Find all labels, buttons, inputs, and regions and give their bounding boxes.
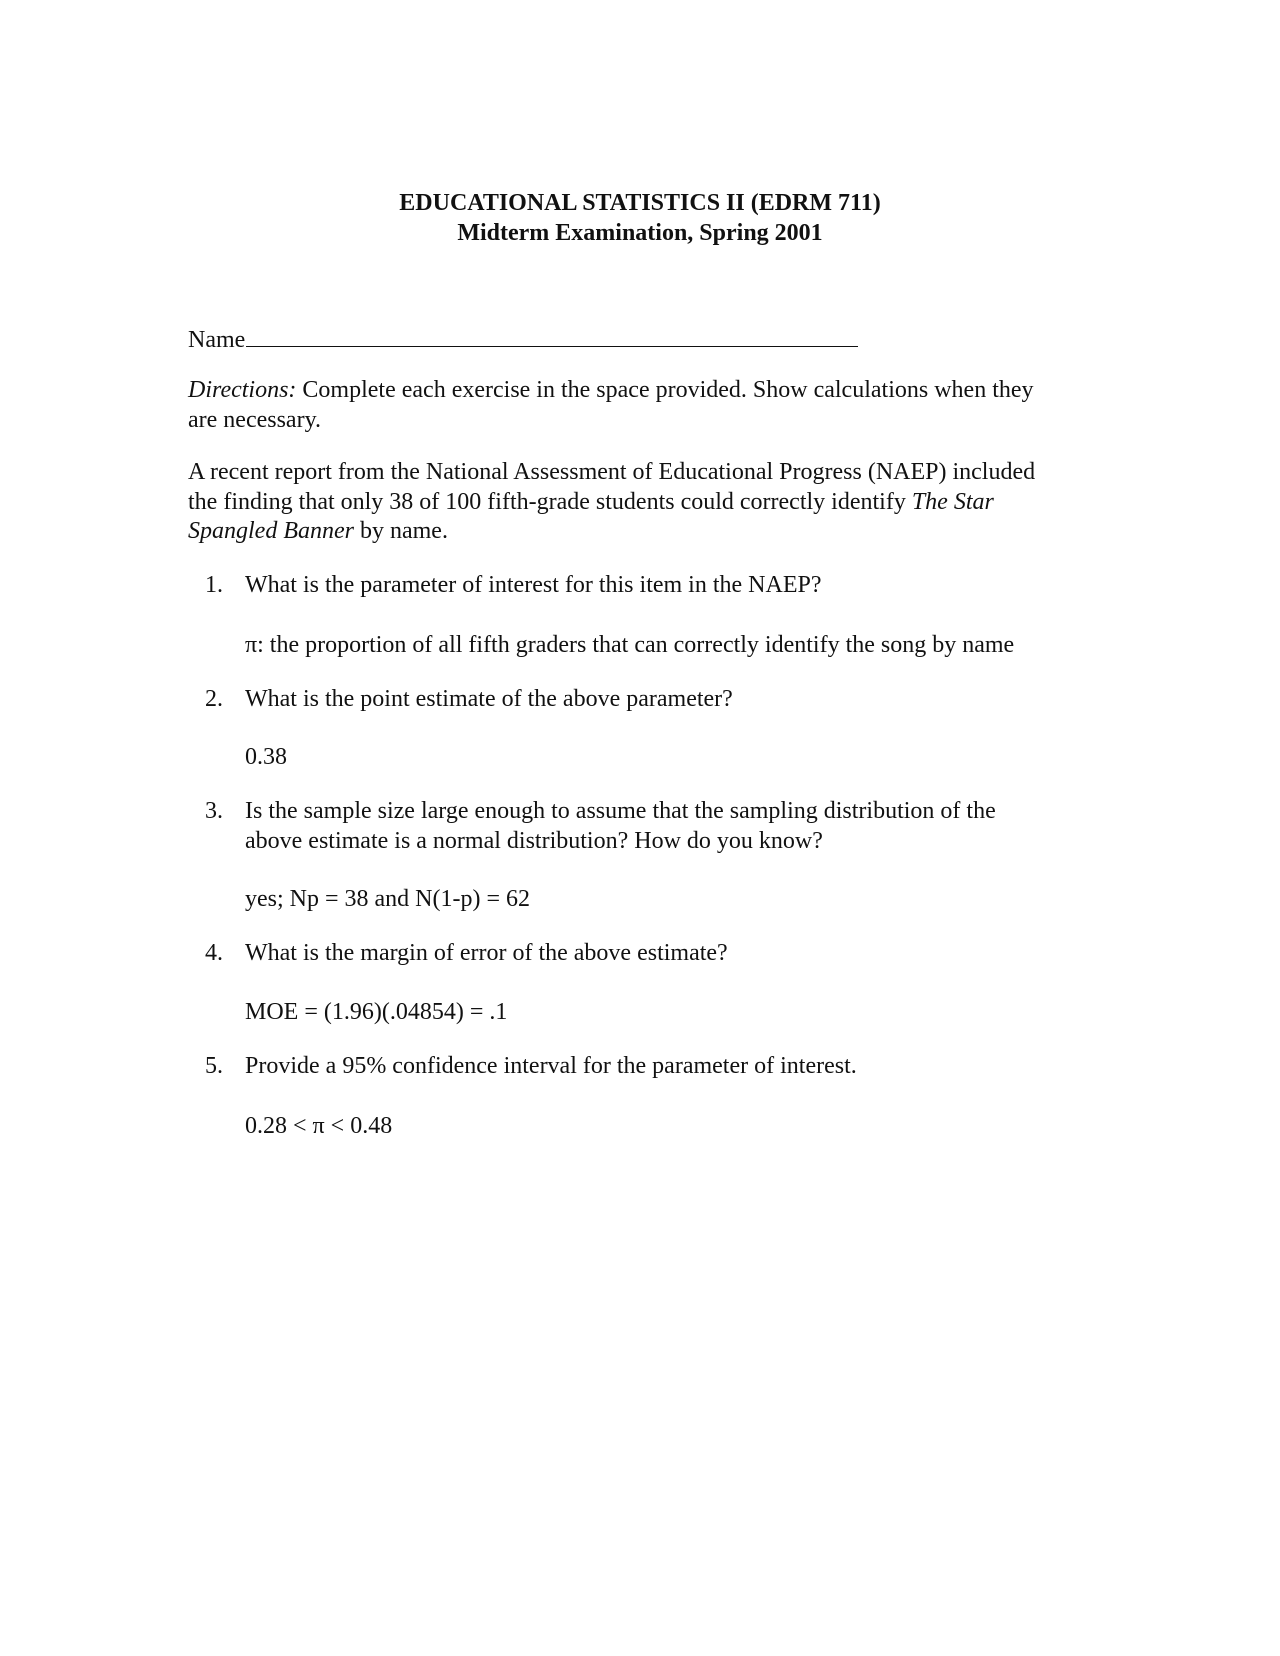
answer-4: MOE = (1.96)(.04854) = .1 (245, 999, 508, 1025)
answer-5: 0.28 < π < 0.48 (245, 1113, 393, 1139)
answer-1: π: the proportion of all fifth graders that can correctly identify the song by name (245, 632, 1015, 658)
directions-label: Directions: (188, 377, 297, 403)
intro-line-3-text: by name. (359, 518, 448, 544)
question-3-text-line-2: above estimate is a normal distribution? How do you know? (245, 828, 823, 854)
question-number: 1. (205, 572, 223, 598)
question-5-text: Provide a 95% confidence interval for the parameter of interest. (245, 1053, 857, 1079)
name-field (188, 324, 858, 355)
name-blank-line (246, 324, 858, 347)
question-number: 4. (205, 940, 223, 966)
intro-line-2-text: the finding that only 38 of 100 fifth-grade students could correctly identify (188, 489, 906, 515)
song-title-part-2: Spangled Banner (188, 518, 354, 544)
exam-subtitle: Midterm Examination, Spring 2001 (457, 220, 823, 246)
directions-line-2: are necessary. (188, 407, 322, 433)
intro-line-3 (188, 516, 448, 546)
answer-3: yes; Np = 38 and N(1-p) = 62 (245, 886, 531, 912)
question-4-text: What is the margin of error of the above estimate? (245, 940, 728, 966)
directions-line-1 (188, 375, 1034, 405)
question-number: 3. (205, 798, 223, 824)
song-title-part-1: The Star (911, 489, 994, 515)
question-1-text: What is the parameter of interest for this item in the NAEP? (245, 572, 822, 598)
question-number: 5. (205, 1053, 223, 1079)
name-label: Name (188, 327, 246, 353)
question-2-text: What is the point estimate of the above parameter? (245, 686, 733, 712)
answer-2: 0.38 (245, 744, 287, 770)
intro-line-2 (188, 487, 994, 517)
question-number: 2. (205, 686, 223, 712)
question-3-text-line-1: Is the sample size large enough to assume that the sampling distribution of the (245, 798, 996, 824)
exam-title: EDUCATIONAL STATISTICS II (EDRM 711) (399, 190, 881, 216)
directions-text-1: Complete each exercise in the space provided. Show calculations when they (302, 377, 1034, 403)
intro-line-1: A recent report from the National Assessment of Educational Progress (NAEP) included (188, 459, 1036, 485)
